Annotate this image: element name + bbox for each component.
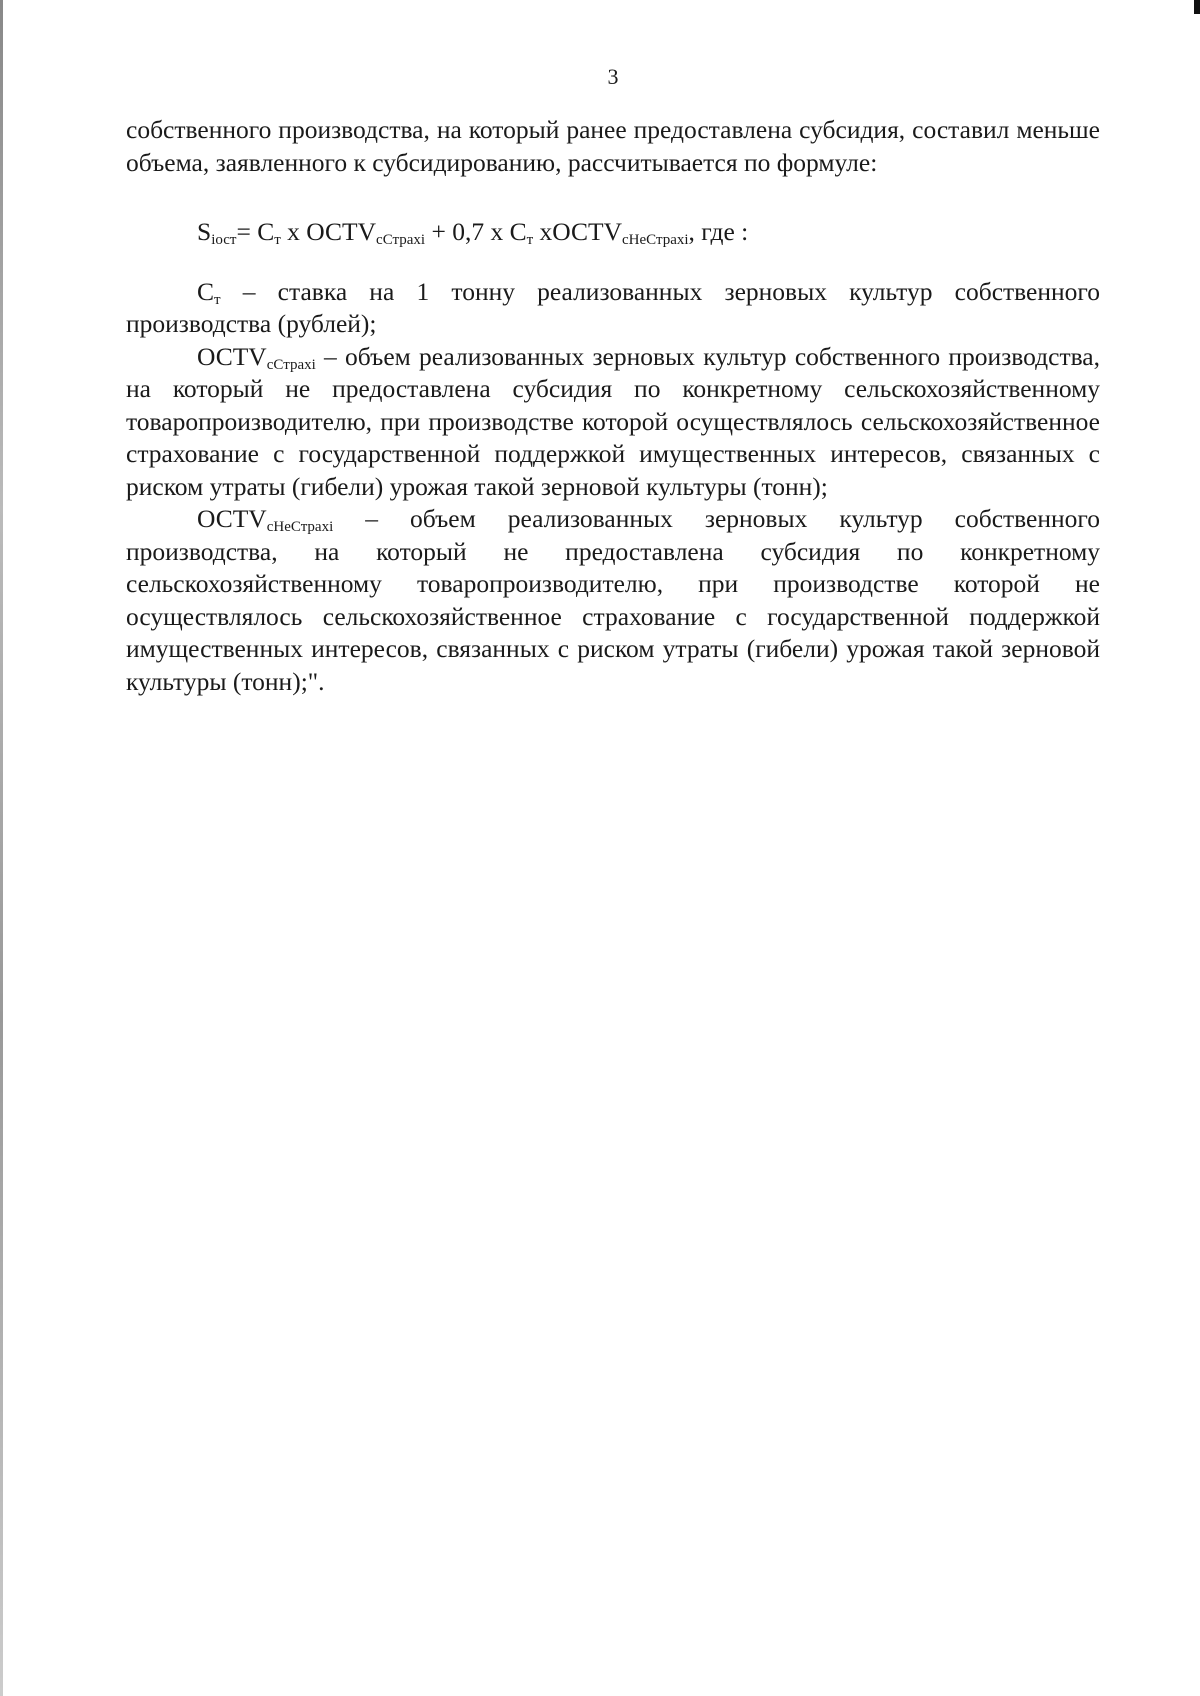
- definition-volume-insured-term-subscript: сСтрахi: [266, 356, 316, 373]
- definition-rate: [126, 276, 1100, 341]
- definition-volume-insured-text: – объем реализованных зерновых культур собственного производства, на который не предоставлена субсидия по конкретному сельскохозяйственному товаропроизводителю, при производстве которой осуществлялось сельскохозяйственное страхование с государственной поддержкой имущественных интересов, связанных с риском утраты (гибели) урожая такой зерновой культуры (тонн);: [126, 341, 1100, 501]
- formula-rate-2: С: [509, 217, 527, 246]
- formula-volume-insured-subscript: сСтрахi: [376, 232, 426, 248]
- formula-times-2: х: [533, 217, 553, 246]
- formula-rate-2-subscript: т: [526, 232, 534, 248]
- scan-corner-mark: [1194, 0, 1200, 14]
- intro-paragraph: собственного производства, на который ранее предоставлена субсидия, составил меньше объема, заявленного к субсидированию, рассчитывается по формуле:: [126, 115, 1100, 177]
- definition-volume-uninsured-term: ОСТV: [197, 504, 267, 533]
- definition-rate-term: С: [197, 276, 215, 306]
- definition-volume-uninsured: [126, 503, 1100, 698]
- formula-coefficient: + 0,7 х: [425, 217, 510, 246]
- definition-rate-text: – ставка на 1 тонну реализованных зерновых культур собственного производства (рублей);: [126, 276, 1100, 338]
- definition-volume-insured-term: ОСТV: [197, 341, 267, 371]
- formula-volume-uninsured-subscript: сНеСтрахi: [622, 232, 689, 248]
- formula: [126, 216, 1100, 249]
- page-number: 3: [607, 64, 619, 89]
- formula-volume-uninsured: ОСТV: [552, 217, 623, 246]
- formula-equals: =: [236, 217, 258, 246]
- formula-times-1: х: [280, 217, 307, 246]
- definition-volume-insured: [126, 341, 1100, 504]
- formula-rate-1: С: [257, 217, 275, 246]
- definition-volume-uninsured-term-subscript: сНеСтрахi: [266, 519, 334, 535]
- formula-rate-1-subscript: т: [274, 232, 281, 248]
- formula-where: , где :: [688, 217, 749, 246]
- definition-rate-term-subscript: т: [214, 291, 221, 308]
- formula-lhs-subscript: iост: [211, 232, 237, 248]
- scan-edge: [0, 0, 3, 1696]
- definition-volume-uninsured-text: – объем реализованных зерновых культур собственного производства, на который не предоставлена субсидия по конкретному сельскохозяйственному товаропроизводителю, при производстве которой не осуществлялось сельскохозяйственное страхование с государственной поддержкой имущественных интересов, связанных с риском утраты (гибели) урожая такой зерновой культуры (тонн);".: [126, 504, 1100, 696]
- formula-volume-insured: ОСТV: [306, 217, 377, 246]
- formula-lhs: S: [197, 217, 212, 246]
- document-body: [126, 114, 1100, 698]
